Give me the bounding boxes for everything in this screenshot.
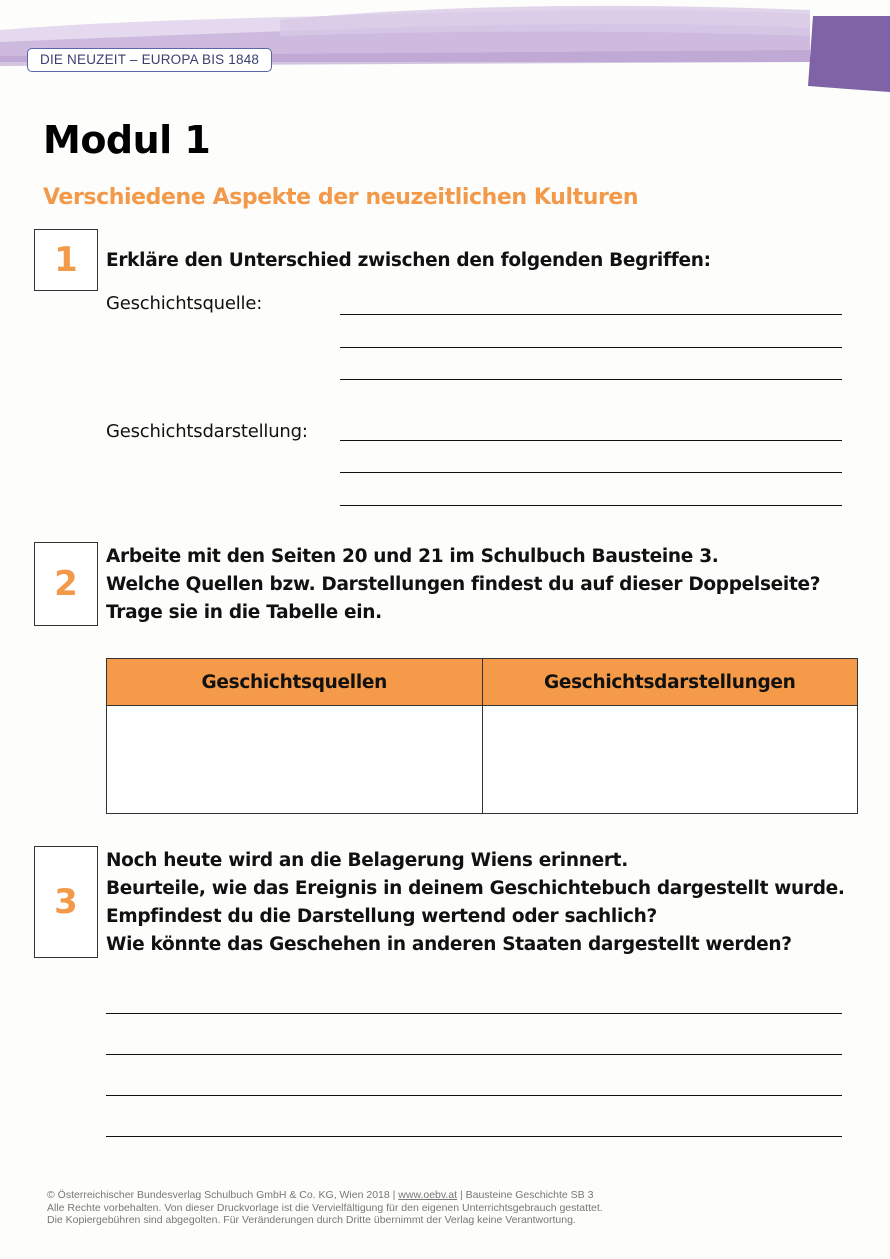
answer-line[interactable] [340,440,842,441]
answer-line[interactable] [340,472,842,473]
task3-line: Beurteile, wie das Ereignis in deinem Geschichtebuch dargestellt wurde. [106,878,845,899]
task-number-2: 2 [34,542,98,626]
task2-line: Welche Quellen bzw. Darstellungen findest du auf dieser Doppelseite? [106,574,821,595]
copyright-footer [47,1189,603,1227]
term-label-darstellung: Geschichtsdarstellung: [106,421,308,442]
footer-line-2: Alle Rechte vorbehalten. Von dieser Druckvorlage ist die Vervielfältigung für den eigenen Unterrichtsgebrauch gestattet. [47,1201,603,1214]
answer-line[interactable] [106,1013,842,1014]
task2-line: Trage sie in die Tabelle ein. [106,602,382,623]
task3-line: Wie könnte das Geschehen in anderen Staaten dargestellt werden? [106,934,792,955]
series-label: DIE NEUZEIT – EUROPA BIS 1848 [27,48,272,72]
task3-line: Empfindest du die Darstellung wertend oder sachlich? [106,906,657,927]
answer-line[interactable] [340,505,842,506]
answer-line[interactable] [106,1054,842,1055]
task1-instruction: Erkläre den Unterschied zwischen den folgenden Begriffen: [106,250,711,271]
task2-instruction [106,543,820,627]
footer-text: | Bausteine Geschichte SB 3 [457,1189,594,1201]
footer-line-1 [47,1189,603,1202]
task3-line: Noch heute wird an die Belagerung Wiens erinnert. [106,850,628,871]
sources-table [106,658,858,814]
publisher-link[interactable]: www.oebv.at [398,1189,458,1201]
page-subtitle: Verschiedene Aspekte der neuzeitlichen Kulturen [43,185,639,210]
task3-instruction [106,847,845,959]
table-cell-quellen[interactable] [107,706,483,814]
footer-text: © Österreichischer Bundesverlag Schulbuch GmbH & Co. KG, Wien 2018 | [47,1189,399,1201]
answer-line[interactable] [340,314,842,315]
footer-line-3: Die Kopiergebühren sind abgegolten. Für Veränderungen durch Dritte übernimmt der Verlag keine Verantwortung. [47,1214,576,1226]
table-header-darstellungen: Geschichtsdarstellungen [543,671,796,693]
corner-tab [808,16,890,92]
table-header-quellen: Geschichtsquellen [107,659,483,705]
table-header-row [107,659,857,706]
task2-line: Arbeite mit den Seiten 20 und 21 im Schulbuch Bausteine 3. [106,546,719,567]
task-number-1: 1 [34,229,98,291]
page-title: Modul 1 [43,118,211,162]
table-cell-darstellungen[interactable] [483,706,858,814]
term-label-quelle: Geschichtsquelle: [106,293,263,314]
answer-line[interactable] [340,347,842,348]
answer-line[interactable] [106,1095,842,1096]
answer-line[interactable] [106,1136,842,1137]
task-number-3: 3 [34,846,98,958]
table-body-row [107,706,857,814]
answer-line[interactable] [340,379,842,380]
